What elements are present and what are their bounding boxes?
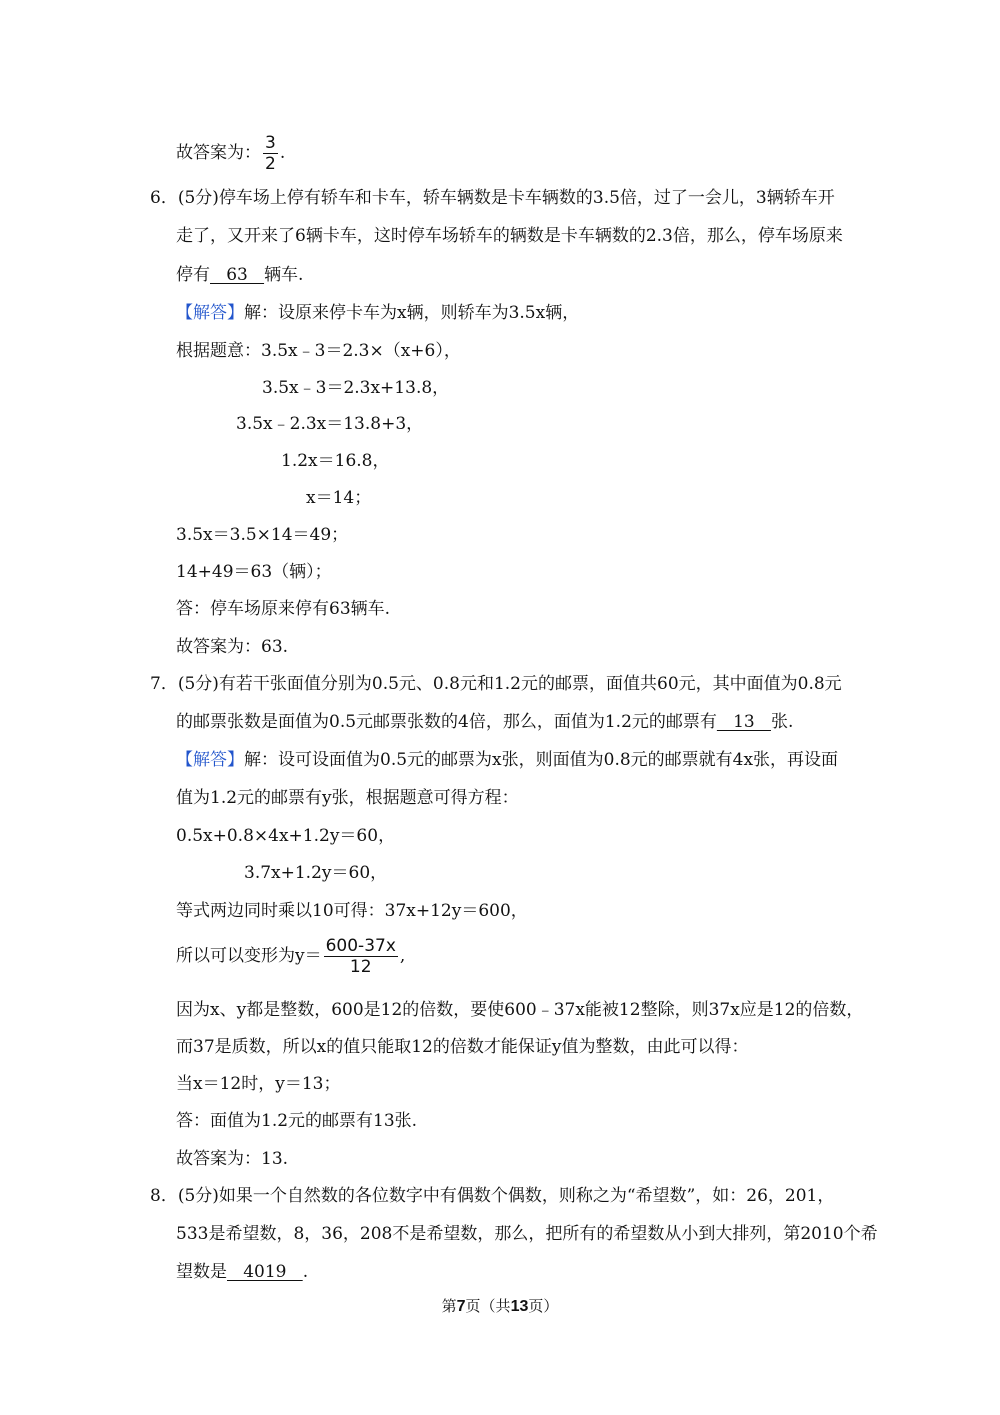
footer-page-number: 7 — [456, 1298, 466, 1315]
q7-fraction-numerator: 600-37x — [325, 936, 396, 956]
q6-sol-6: x＝14； — [306, 488, 372, 508]
q7-sol-6-post: , — [399, 946, 406, 966]
answer-prefix: 故答案为： — [176, 143, 261, 163]
q6-sol-8: 14+49＝63（辆）； — [176, 562, 332, 582]
q7-line2 — [176, 711, 793, 733]
q7-solution-tag: 【解答】 — [176, 750, 244, 770]
q8-line1: 8．(5分)如果一个自然数的各位数字中有偶数个偶数，则称之为“希望数”，如：26，201， — [150, 1186, 835, 1206]
q7-sol-6-pre: 所以可以变形为y＝ — [176, 946, 322, 966]
footer-total-pages: 13 — [510, 1298, 529, 1315]
q6-sol-3: 3.5x﹣3＝2.3x+13.8， — [262, 378, 450, 398]
q7-fraction — [324, 936, 398, 977]
q6-answer-blank: 63 — [210, 265, 265, 285]
answer-suffix: . — [279, 143, 286, 163]
q8-answer-blank: 4019 — [227, 1262, 303, 1282]
q6-sol-7: 3.5x＝3.5×14＝49； — [176, 525, 349, 545]
q6-sol-1: 解：设原来停卡车为x辆，则轿车为3.5x辆， — [244, 303, 580, 323]
q6-line3 — [176, 264, 303, 286]
q7-fraction-denominator: 12 — [349, 957, 372, 977]
q7-sol-10: 答：面值为1.2元的邮票有13张. — [176, 1111, 418, 1131]
q7-sol-1: 解：设可设面值为0.5元的邮票为x张，则面值为0.8元的邮票就有4x张，再设面 — [244, 750, 839, 770]
q7-solution-header — [176, 749, 838, 771]
q6-sol-4: 3.5x﹣2.3x＝13.8+3， — [236, 414, 424, 434]
q7-sol-3: 0.5x+0.8×4x+1.2y＝60， — [176, 826, 396, 846]
q7-line1: 7．(5分)有若干张面值分别为0.5元、0.8元和1.2元的邮票，面值共60元，其中面值为0.8元 — [150, 674, 842, 694]
q7-sol-2: 值为1.2元的邮票有y张，根据题意可得方程： — [176, 788, 519, 808]
q7-sol-9: 当x＝12时，y＝13； — [176, 1074, 341, 1094]
q6-sol-9: 答：停车场原来停有63辆车. — [176, 599, 391, 619]
footer-post: 页） — [528, 1297, 559, 1315]
q7-sol-11: 故答案为：13. — [176, 1149, 289, 1169]
footer-pre: 第 — [441, 1297, 457, 1315]
fraction-denominator: 2 — [265, 154, 276, 174]
q6-line2: 走了，又开来了6辆卡车，这时停车场轿车的辆数是卡车辆数的2.3倍，那么，停车场原来 — [176, 226, 843, 246]
fraction-numerator: 3 — [265, 133, 276, 153]
q7-sol-5: 等式两边同时乘以10可得：37x+12y＝600， — [176, 901, 528, 921]
prev-answer-line — [176, 133, 285, 174]
fraction — [263, 133, 278, 174]
q8-line3-pre: 望数是 — [176, 1262, 227, 1282]
q8-line2: 533是希望数，8，36，208不是希望数，那么，把所有的希望数从小到大排列，第2010个希 — [176, 1224, 878, 1244]
q8-line3 — [176, 1261, 308, 1283]
q7-sol-8: 而37是质数，所以x的值只能取12的倍数才能保证y值为整数，由此可以得： — [176, 1037, 749, 1057]
page-footer — [0, 1295, 1000, 1316]
q7-line2-post: 张. — [770, 712, 794, 732]
q6-solution-header — [176, 302, 579, 324]
q6-line3-pre: 停有 — [176, 265, 210, 285]
q7-line2-pre: 的邮票张数是面值为0.5元邮票张数的4倍，那么，面值为1.2元的邮票有 — [176, 712, 717, 732]
q7-sol-6 — [176, 936, 405, 977]
q6-line3-post: 辆车. — [264, 265, 304, 285]
footer-mid: 页（共 — [465, 1297, 511, 1315]
q7-sol-4: 3.7x+1.2y＝60， — [244, 863, 388, 883]
q6-sol-5: 1.2x＝16.8， — [281, 451, 390, 471]
q6-sol-10: 故答案为：63. — [176, 637, 289, 657]
q7-sol-7: 因为x、y都是整数，600是12的倍数，要使600﹣37x能被12整除，则37x应是12的倍数， — [176, 1000, 864, 1020]
q6-line1: 6．(5分)停车场上停有轿车和卡车，轿车辆数是卡车辆数的3.5倍，过了一会儿，3辆轿车开 — [150, 188, 835, 208]
q6-solution-tag: 【解答】 — [176, 303, 244, 323]
q8-line3-post: . — [302, 1262, 309, 1282]
q7-answer-blank: 13 — [716, 712, 771, 732]
q6-sol-2: 根据题意：3.5x﹣3＝2.3×（x+6）， — [176, 341, 461, 361]
